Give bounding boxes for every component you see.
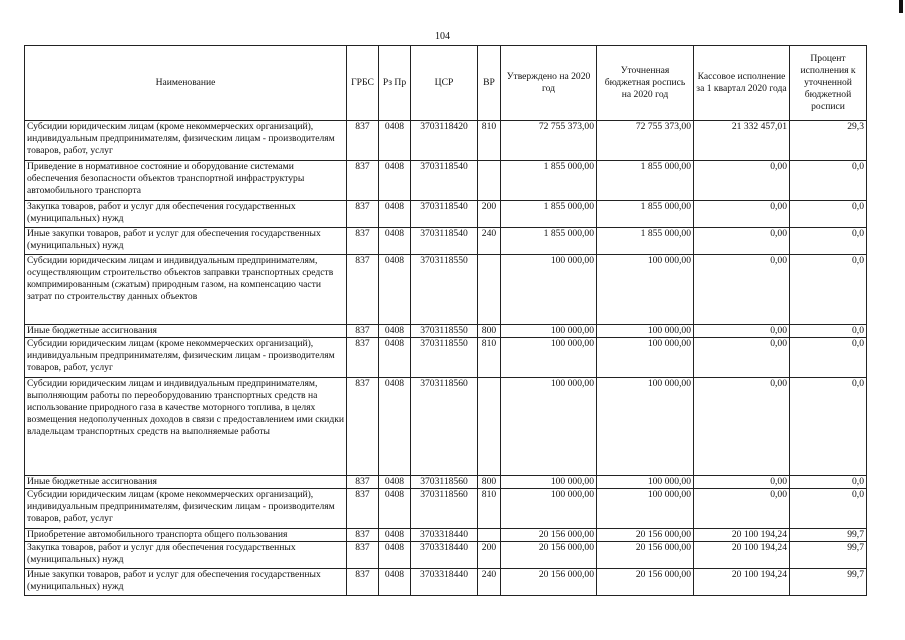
cell-name: Субсидии юридическим лицам (кроме некоммерческих организаций), индивидуальным предпринимателям, физическим лицам - производителям товаров, работ, услуг [25, 489, 347, 529]
cell-percent: 0,0 [790, 161, 867, 201]
cell-rzpr: 0408 [379, 476, 411, 489]
cell-rzpr: 0408 [379, 161, 411, 201]
cell-name: Субсидии юридическим лицам и индивидуальным предпринимателям, выполняющим работы по переоборудованию транспортных средств на использование природного газа в качестве моторного топлива, в целях возмещения недополученных доходов в связи с предоставлением ими скидки владельцам транспортных средств на выполняемые работы [25, 378, 347, 476]
cell-csr: 3703118420 [411, 121, 478, 161]
cell-rzpr: 0408 [379, 325, 411, 338]
cell-name: Закупка товаров, работ и услуг для обеспечения государственных (муниципальных) нужд [25, 201, 347, 228]
cell-name: Приведение в нормативное состояние и оборудование системами обеспечения безопасности объектов транспортной инфраструктуры автомобильного транспорта [25, 161, 347, 201]
cell-csr: 3703118540 [411, 228, 478, 255]
cell-vr [478, 255, 501, 325]
cell-rzpr: 0408 [379, 542, 411, 569]
table-body [25, 121, 867, 596]
cell-cash: 0,00 [694, 255, 790, 325]
cell-vr [478, 529, 501, 542]
cell-grbs: 837 [347, 529, 379, 542]
header-refined: Уточненная бюджетная роспись на 2020 год [597, 46, 694, 121]
cell-name: Приобретение автомобильного транспорта общего пользования [25, 529, 347, 542]
cell-vr: 240 [478, 569, 501, 596]
cell-vr: 800 [478, 476, 501, 489]
cell-approved: 72 755 373,00 [501, 121, 597, 161]
header-name: Наименование [25, 46, 347, 121]
cell-csr: 3703118540 [411, 161, 478, 201]
table-row [25, 378, 867, 476]
cell-approved: 100 000,00 [501, 476, 597, 489]
cell-vr: 800 [478, 325, 501, 338]
cell-approved: 20 156 000,00 [501, 569, 597, 596]
cell-approved: 100 000,00 [501, 489, 597, 529]
header-grbs: ГРБС [347, 46, 379, 121]
cell-cash: 20 100 194,24 [694, 542, 790, 569]
cell-percent: 0,0 [790, 476, 867, 489]
cell-approved: 1 855 000,00 [501, 161, 597, 201]
cell-refined: 100 000,00 [597, 378, 694, 476]
cell-refined: 100 000,00 [597, 255, 694, 325]
cell-vr: 240 [478, 228, 501, 255]
cell-cash: 0,00 [694, 338, 790, 378]
cell-rzpr: 0408 [379, 529, 411, 542]
cell-vr [478, 378, 501, 476]
cell-grbs: 837 [347, 569, 379, 596]
cell-approved: 1 855 000,00 [501, 228, 597, 255]
cell-csr: 3703118550 [411, 338, 478, 378]
cell-grbs: 837 [347, 228, 379, 255]
cell-approved: 100 000,00 [501, 325, 597, 338]
table-row [25, 476, 867, 489]
cell-refined: 20 156 000,00 [597, 542, 694, 569]
table-row [25, 325, 867, 338]
cell-csr: 3703318440 [411, 529, 478, 542]
cell-approved: 20 156 000,00 [501, 542, 597, 569]
header-vr: ВР [478, 46, 501, 121]
cell-refined: 100 000,00 [597, 489, 694, 529]
cell-cash: 21 332 457,01 [694, 121, 790, 161]
cell-refined: 100 000,00 [597, 476, 694, 489]
cell-cash: 0,00 [694, 325, 790, 338]
cell-percent: 29,3 [790, 121, 867, 161]
cell-cash: 20 100 194,24 [694, 569, 790, 596]
table-row [25, 255, 867, 325]
cell-rzpr: 0408 [379, 378, 411, 476]
header-approved: Утверждено на 2020 год [501, 46, 597, 121]
cell-percent: 0,0 [790, 489, 867, 529]
table-header-row [25, 46, 867, 121]
header-csr: ЦСР [411, 46, 478, 121]
cell-rzpr: 0408 [379, 121, 411, 161]
cell-grbs: 837 [347, 476, 379, 489]
cell-cash: 0,00 [694, 489, 790, 529]
cell-vr: 200 [478, 201, 501, 228]
cell-cash: 20 100 194,24 [694, 529, 790, 542]
cell-name: Иные бюджетные ассигнования [25, 325, 347, 338]
table-row [25, 201, 867, 228]
cell-csr: 3703118550 [411, 255, 478, 325]
cell-cash: 0,00 [694, 201, 790, 228]
cell-percent: 0,0 [790, 378, 867, 476]
cell-csr: 3703118560 [411, 489, 478, 529]
cell-grbs: 837 [347, 325, 379, 338]
cell-rzpr: 0408 [379, 255, 411, 325]
cell-csr: 3703118550 [411, 325, 478, 338]
cell-percent: 0,0 [790, 201, 867, 228]
cell-approved: 100 000,00 [501, 338, 597, 378]
cell-approved: 100 000,00 [501, 378, 597, 476]
cell-grbs: 837 [347, 542, 379, 569]
cell-csr: 3703118560 [411, 378, 478, 476]
cell-percent: 0,0 [790, 338, 867, 378]
cell-percent: 0,0 [790, 228, 867, 255]
cell-grbs: 837 [347, 121, 379, 161]
cell-approved: 1 855 000,00 [501, 201, 597, 228]
cell-grbs: 837 [347, 338, 379, 378]
cell-name: Иные закупки товаров, работ и услуг для обеспечения государственных (муниципальных) нужд [25, 569, 347, 596]
cell-refined: 1 855 000,00 [597, 228, 694, 255]
cell-csr: 3703318440 [411, 569, 478, 596]
cell-vr: 200 [478, 542, 501, 569]
header-cash: Кассовое исполнение за 1 квартал 2020 года [694, 46, 790, 121]
cell-grbs: 837 [347, 255, 379, 325]
cell-name: Иные бюджетные ассигнования [25, 476, 347, 489]
cell-name: Субсидии юридическим лицам (кроме некоммерческих организаций), индивидуальным предпринимателям, физическим лицам - производителям товаров, работ, услуг [25, 338, 347, 378]
cell-csr: 3703118540 [411, 201, 478, 228]
cell-cash: 0,00 [694, 228, 790, 255]
table-row [25, 569, 867, 596]
cell-refined: 1 855 000,00 [597, 161, 694, 201]
cell-grbs: 837 [347, 201, 379, 228]
table-row [25, 529, 867, 542]
table-row [25, 338, 867, 378]
scan-edge-mark [899, 0, 903, 13]
cell-approved: 100 000,00 [501, 255, 597, 325]
cell-name: Субсидии юридическим лицам и индивидуальным предпринимателям, осуществляющим строительство объектов заправки транспортных средств компримированным (сжатым) природным газом, на компенсацию части затрат по строительству данных объектов [25, 255, 347, 325]
cell-refined: 1 855 000,00 [597, 201, 694, 228]
cell-rzpr: 0408 [379, 338, 411, 378]
cell-vr: 810 [478, 121, 501, 161]
cell-csr: 3703118560 [411, 476, 478, 489]
cell-rzpr: 0408 [379, 569, 411, 596]
table-row [25, 489, 867, 529]
cell-refined: 72 755 373,00 [597, 121, 694, 161]
cell-cash: 0,00 [694, 476, 790, 489]
cell-rzpr: 0408 [379, 228, 411, 255]
header-rzpr: Рз Пр [379, 46, 411, 121]
cell-percent: 0,0 [790, 325, 867, 338]
cell-percent: 99,7 [790, 542, 867, 569]
cell-grbs: 837 [347, 161, 379, 201]
cell-cash: 0,00 [694, 378, 790, 476]
table-row [25, 121, 867, 161]
cell-csr: 3703318440 [411, 542, 478, 569]
header-percent: Процент исполнения к уточненной бюджетной росписи [790, 46, 867, 121]
cell-refined: 100 000,00 [597, 338, 694, 378]
cell-vr: 810 [478, 489, 501, 529]
cell-refined: 20 156 000,00 [597, 569, 694, 596]
budget-table [24, 45, 867, 596]
cell-vr [478, 161, 501, 201]
cell-name: Иные закупки товаров, работ и услуг для обеспечения государственных (муниципальных) нужд [25, 228, 347, 255]
table-row [25, 228, 867, 255]
cell-name: Субсидии юридическим лицам (кроме некоммерческих организаций), индивидуальным предпринимателям, физическим лицам - производителям товаров, работ, услуг [25, 121, 347, 161]
cell-approved: 20 156 000,00 [501, 529, 597, 542]
cell-refined: 20 156 000,00 [597, 529, 694, 542]
table-row [25, 542, 867, 569]
cell-vr: 810 [478, 338, 501, 378]
cell-refined: 100 000,00 [597, 325, 694, 338]
cell-name: Закупка товаров, работ и услуг для обеспечения государственных (муниципальных) нужд [25, 542, 347, 569]
cell-percent: 99,7 [790, 529, 867, 542]
cell-grbs: 837 [347, 378, 379, 476]
table-row [25, 161, 867, 201]
cell-rzpr: 0408 [379, 489, 411, 529]
cell-rzpr: 0408 [379, 201, 411, 228]
cell-cash: 0,00 [694, 161, 790, 201]
cell-percent: 99,7 [790, 569, 867, 596]
cell-percent: 0,0 [790, 255, 867, 325]
page-number: 104 [435, 31, 450, 42]
cell-grbs: 837 [347, 489, 379, 529]
